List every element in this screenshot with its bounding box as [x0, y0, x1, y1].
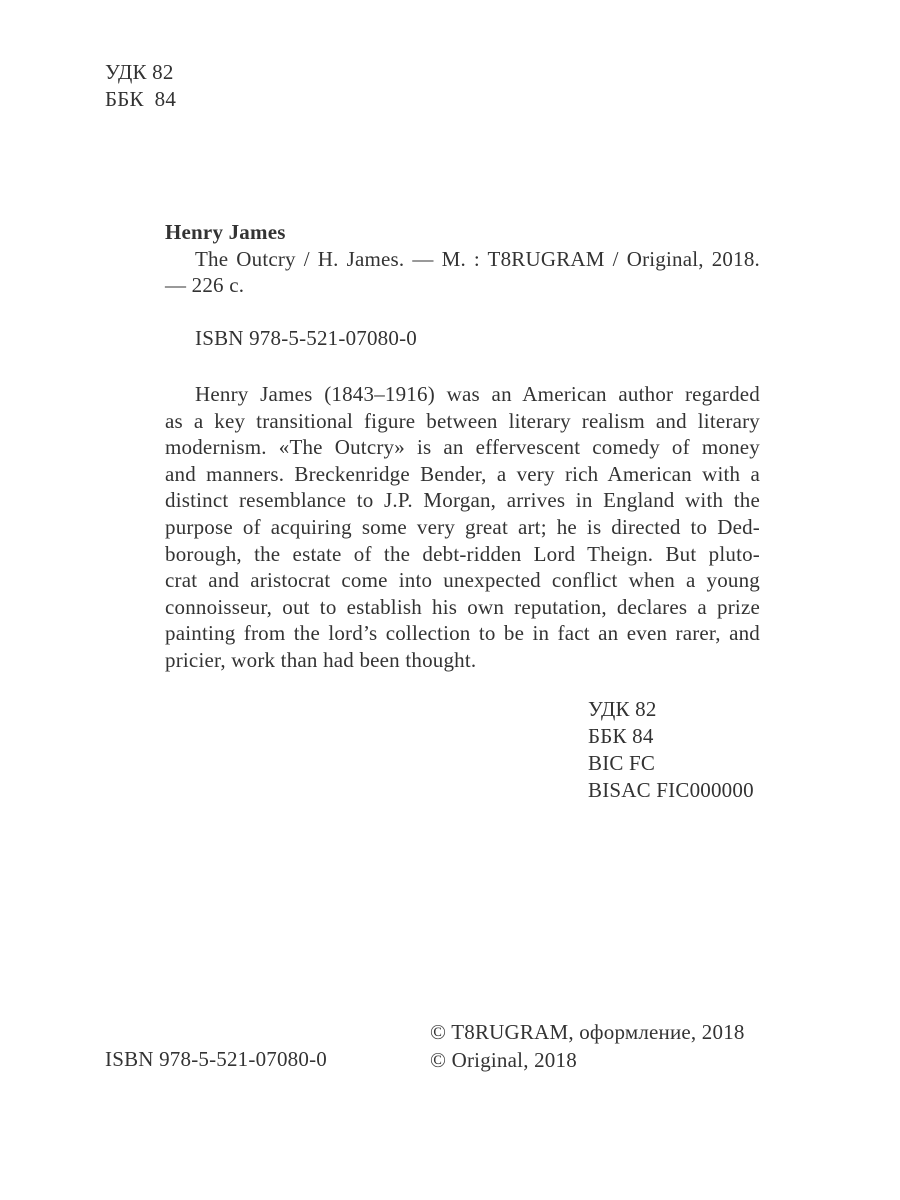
annotation-line: painting from the lord’s collection to be in fact an even rarer, and [165, 621, 760, 646]
isbn-number: ISBN 978-5-521-07080-0 [195, 326, 417, 350]
annotation-line: crat and aristocrat come into unexpected conflict when a young [165, 568, 760, 593]
author-name: Henry James [165, 220, 286, 244]
page-count-line: — 226 с. [165, 273, 245, 298]
bibliographic-record [165, 219, 760, 299]
annotation-line: connoisseur, out to establish his own reputation, declares a prize [165, 594, 760, 619]
copyright-block [430, 1019, 745, 1074]
annotation-line: as a key transitional figure between literary realism and literary [165, 408, 760, 433]
bbk-code: ББК 84 [105, 86, 177, 111]
footer-isbn-number: ISBN 978-5-521-07080-0 [105, 1047, 327, 1071]
annotation-line: Henry James (1843–1916) was an American author regarded [195, 382, 760, 406]
annotation-paragraph [165, 381, 760, 674]
bic-code: BIC FC [588, 751, 656, 775]
udk-code: УДК 82 [588, 697, 657, 721]
copyright-design-line: © T8RUGRAM, оформление, 2018 [430, 1020, 745, 1044]
classification-codes-block [588, 696, 754, 804]
bisac-code: BISAC FIC000000 [588, 778, 754, 802]
annotation-line: and manners. Breckenridge Bender, a very rich American with a [165, 461, 760, 486]
copyright-original-line: © Original, 2018 [430, 1047, 577, 1072]
bbk-code: ББК 84 [588, 724, 654, 748]
bibliographic-description-line: The Outcry / H. James. — M. : T8RUGRAM / Original, 2018. [195, 246, 760, 271]
top-classification-codes [105, 59, 176, 112]
annotation-line: modernism. «The Outcry» is an effervescent comedy of money [165, 435, 760, 460]
annotation-line: purpose of acquiring some very great art; he is directed to Ded- [165, 514, 760, 539]
annotation-line: borough, the estate of the debt-ridden Lord Theign. But pluto- [165, 541, 760, 566]
annotation-line: distinct resemblance to J.P. Morgan, arrives in England with the [165, 488, 760, 513]
annotation-line: pricier, work than had been thought. [165, 647, 477, 672]
udk-code: УДК 82 [105, 60, 174, 84]
